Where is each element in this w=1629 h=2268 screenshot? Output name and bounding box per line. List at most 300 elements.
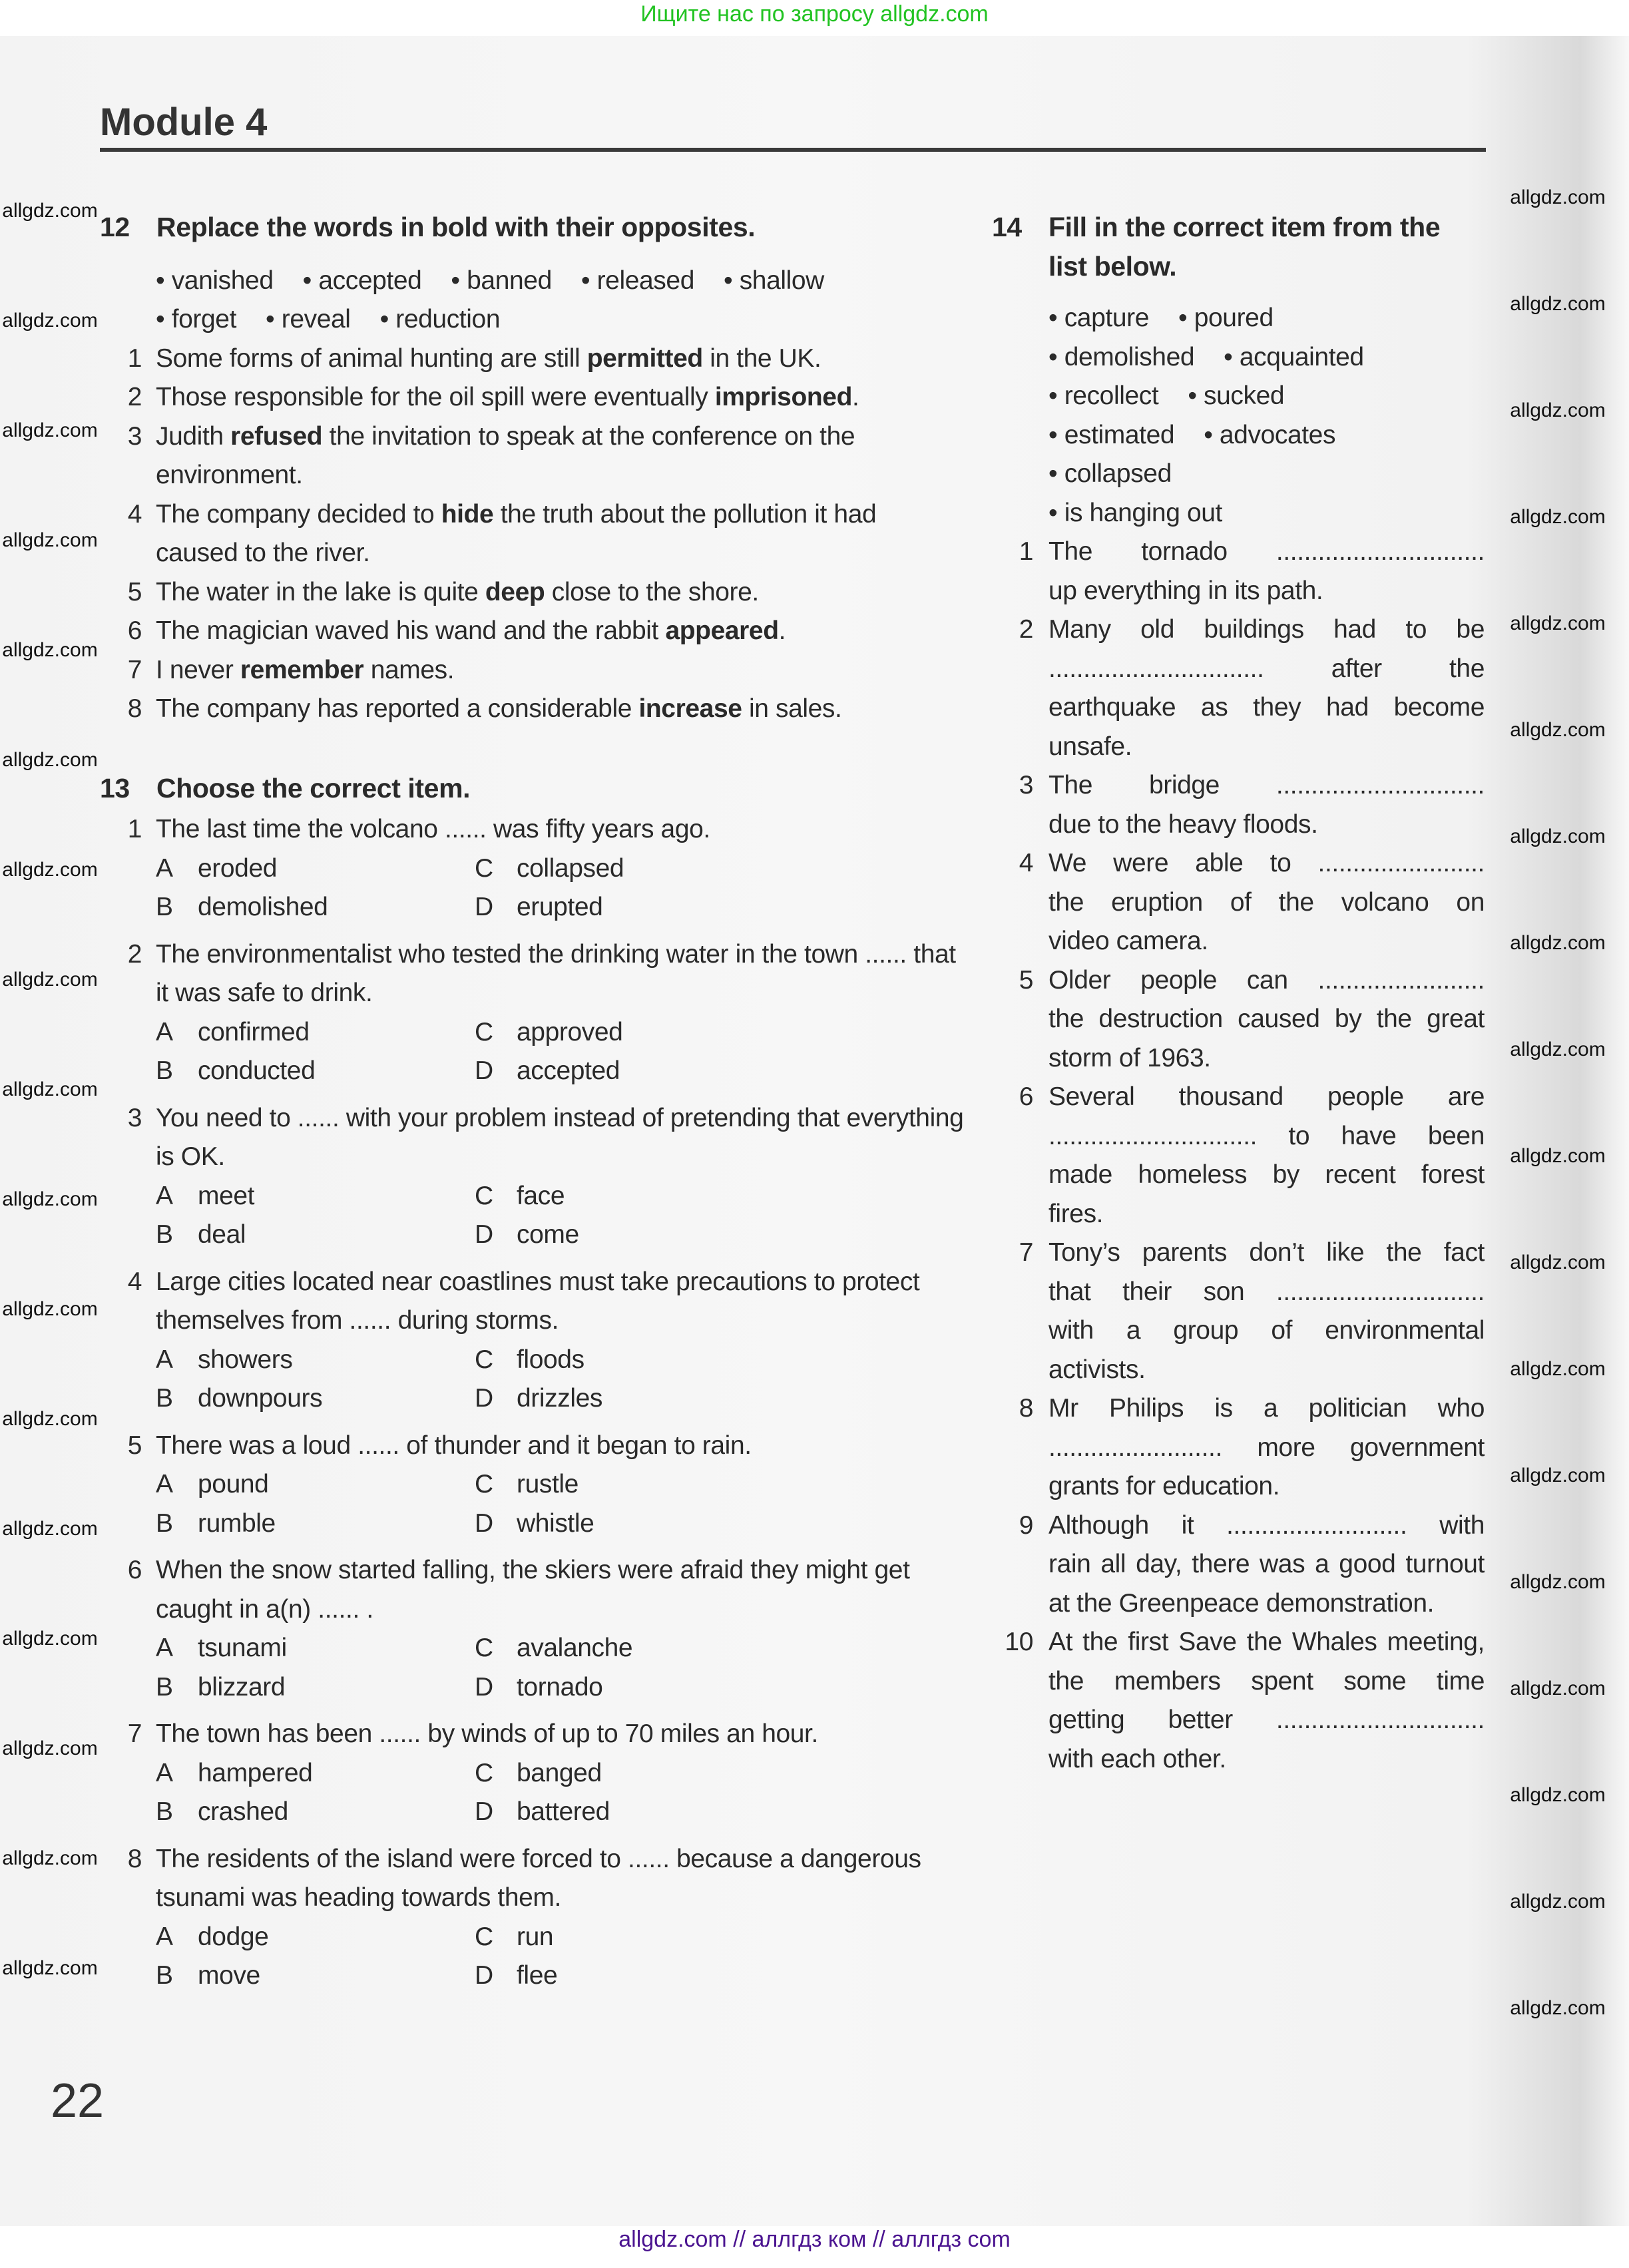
word-option: • collapsed: [1048, 459, 1172, 488]
exercise-item: [115, 573, 965, 612]
answer-options: [115, 1341, 965, 1419]
page-number: 22: [51, 2074, 105, 2128]
option-letter: D: [475, 893, 493, 921]
answer-option-a[interactable]: [156, 1918, 475, 1957]
answer-option-a[interactable]: [156, 1465, 475, 1504]
word-option: • released: [581, 266, 694, 295]
option-text: showers: [198, 1345, 293, 1374]
watermark: allgdz.com: [1510, 1038, 1606, 1060]
item-line: with a group of environmental: [1048, 1316, 1485, 1345]
item-line: rain all day, there was a good turnout: [1048, 1550, 1485, 1578]
answer-options: [115, 1629, 965, 1707]
header-rule: [100, 148, 1486, 152]
option-letter: C: [475, 1345, 493, 1374]
item-number: 1: [127, 815, 142, 843]
exercise-instruction: Replace the words in bold with their opposites.: [156, 212, 756, 242]
option-letter: C: [475, 1017, 493, 1046]
exercise-item: [999, 1623, 1485, 1779]
option-letter: C: [475, 1634, 493, 1662]
exercise-item: [999, 533, 1485, 610]
answer-option-a[interactable]: [156, 1629, 475, 1668]
option-text: rumble: [198, 1508, 276, 1538]
option-letter: A: [156, 1345, 173, 1374]
item-line: unsafe.: [1048, 732, 1132, 761]
option-letter: D: [475, 1672, 493, 1701]
left-column: [100, 208, 965, 1996]
word-list-row: [999, 494, 1485, 533]
exercise-item: [999, 1234, 1485, 1389]
item-text: The water in the lake is quite: [156, 577, 485, 606]
item-line: getting better ..............................: [1048, 1705, 1485, 1734]
option-text: meet: [198, 1181, 255, 1210]
option-text: banged: [517, 1758, 602, 1787]
exercise-instruction: Choose the correct item.: [156, 772, 471, 803]
item-number: 7: [1019, 1238, 1033, 1267]
option-letter: D: [475, 1961, 493, 1990]
answer-option-b[interactable]: [156, 1216, 475, 1255]
exercise-number: 13: [100, 772, 130, 803]
item-line: The bridge ..............................: [1048, 771, 1485, 799]
option-text: run: [517, 1922, 554, 1951]
item-number: 8: [1019, 1394, 1033, 1423]
exercise-item: [115, 690, 965, 729]
item-number: 2: [1019, 615, 1033, 644]
exercise-number: 14: [992, 212, 1022, 242]
item-text: names.: [363, 655, 455, 684]
answer-option-d[interactable]: [475, 1052, 794, 1091]
watermark: allgdz.com: [2, 419, 98, 441]
question-block: [115, 1263, 965, 1419]
word-list-row: [999, 377, 1485, 416]
item-number: 2: [127, 939, 142, 969]
question-block: [115, 1551, 965, 1707]
option-letter: A: [156, 853, 173, 883]
watermark: allgdz.com: [1510, 186, 1606, 208]
answer-options: [115, 1013, 965, 1091]
word-option-label: shallow: [739, 266, 824, 295]
word-option-label: reveal: [281, 305, 351, 334]
bold-word: appeared: [665, 616, 779, 645]
option-text: deal: [198, 1220, 246, 1249]
answer-option-b[interactable]: [156, 1052, 475, 1091]
word-option: • acquainted: [1224, 342, 1364, 371]
watermark: allgdz.com: [1510, 825, 1606, 847]
option-text: conducted: [198, 1056, 316, 1085]
item-number: 7: [127, 655, 142, 684]
exercise-12: [100, 262, 965, 729]
question-text: [115, 1263, 965, 1341]
option-text: approved: [517, 1017, 623, 1046]
exercise-13: [100, 810, 965, 1996]
answer-option-c[interactable]: [475, 1013, 794, 1052]
option-letter: C: [475, 1470, 493, 1498]
item-line: Although it .......................... with: [1048, 1510, 1485, 1540]
watermark: allgdz.com: [2, 859, 98, 881]
option-text: drizzles: [517, 1384, 602, 1413]
word-option-label: poured: [1194, 304, 1274, 332]
option-text: erupted: [517, 893, 603, 921]
answer-option-c[interactable]: [475, 849, 794, 889]
question-text: [115, 935, 965, 1013]
word-option-label: is hanging out: [1064, 498, 1222, 527]
answer-option-a[interactable]: [156, 1754, 475, 1793]
watermark: allgdz.com: [2, 749, 98, 771]
answer-option-c[interactable]: [475, 1754, 794, 1793]
word-option: • sucked: [1188, 381, 1285, 410]
option-letter: D: [475, 1384, 493, 1413]
watermark: allgdz.com: [1510, 293, 1606, 315]
answer-option-b[interactable]: [156, 1379, 475, 1419]
answer-option-d[interactable]: [475, 1504, 794, 1544]
answer-options: [115, 1465, 965, 1543]
item-line: at the Greenpeace demonstration.: [1048, 1588, 1435, 1618]
option-text: eroded: [198, 853, 278, 883]
watermark: allgdz.com: [1510, 1358, 1606, 1380]
answer-option-a[interactable]: [156, 1341, 475, 1380]
word-option-label: capture: [1064, 304, 1149, 332]
right-column: [992, 208, 1485, 1779]
word-option: • demolished: [1048, 342, 1195, 371]
bold-word: hide: [441, 499, 494, 529]
answer-options: [115, 849, 965, 927]
item-number: 4: [127, 499, 142, 529]
question-stem: Large cities located near coastlines must take precautions to protect themselves from ...... during storms.: [156, 1267, 920, 1335]
question-stem: You need to ...... with your problem instead of pretending that everything is OK.: [156, 1103, 964, 1171]
answer-option-c[interactable]: [475, 1177, 794, 1216]
option-letter: B: [156, 1508, 173, 1538]
watermark: allgdz.com: [2, 1737, 98, 1759]
option-text: hampered: [198, 1758, 313, 1787]
answer-option-d[interactable]: [475, 1379, 794, 1419]
answer-option-c[interactable]: [475, 1465, 794, 1504]
answer-option-c[interactable]: [475, 1918, 794, 1957]
word-option-label: released: [596, 266, 694, 295]
question-text: [115, 1715, 965, 1754]
question-stem: When the snow started falling, the skiers were afraid they might get caught in a(n) ...... .: [156, 1556, 910, 1624]
exercise-14: [992, 299, 1485, 1779]
watermark: allgdz.com: [2, 1957, 98, 1979]
bold-word: remember: [240, 655, 364, 684]
word-option: • recollect: [1048, 381, 1159, 410]
question-stem: There was a loud ...... of thunder and it began to rain.: [156, 1431, 752, 1460]
answer-option-c[interactable]: [475, 1341, 794, 1380]
word-option-label: forget: [171, 305, 237, 334]
word-list-row: [999, 416, 1485, 455]
exercise-item: [115, 612, 965, 651]
item-line: Many old buildings had to be: [1048, 615, 1485, 644]
answer-option-b[interactable]: [156, 1793, 475, 1832]
exercise-item: [999, 1078, 1485, 1234]
answer-option-b[interactable]: [156, 888, 475, 927]
question-stem: The town has been ...... by winds of up to 70 miles an hour.: [156, 1719, 818, 1748]
item-line: .............................. to have been: [1048, 1121, 1485, 1150]
word-option: • reduction: [379, 305, 501, 334]
answer-option-d[interactable]: [475, 1216, 794, 1255]
word-list-row: [999, 299, 1485, 338]
word-option: • estimated: [1048, 420, 1175, 449]
item-line: that their son ..............................: [1048, 1277, 1485, 1306]
question-block: [115, 1840, 965, 1996]
item-line: Mr Philips is a politician who: [1048, 1394, 1485, 1423]
answer-option-d[interactable]: [475, 1956, 794, 1996]
question-text: [115, 1099, 965, 1177]
option-text: flee: [517, 1961, 558, 1990]
watermark: allgdz.com: [1510, 1465, 1606, 1486]
item-line: At the first Save the Whales meeting,: [1048, 1628, 1485, 1656]
option-text: avalanche: [517, 1634, 633, 1662]
option-letter: B: [156, 1961, 173, 1990]
item-line: earthquake as they had become: [1048, 693, 1485, 722]
option-text: crashed: [198, 1797, 288, 1826]
exercise-item: [999, 1389, 1485, 1506]
word-option-label: banned: [467, 266, 552, 295]
question-block: [115, 1099, 965, 1255]
item-number: 8: [127, 694, 142, 723]
item-line: grants for education.: [1048, 1472, 1280, 1500]
option-text: face: [517, 1181, 565, 1210]
watermark: allgdz.com: [2, 639, 98, 661]
item-line: due to the heavy floods.: [1048, 809, 1318, 839]
watermark: allgdz.com: [2, 1628, 98, 1650]
item-line: The tornado ..............................: [1048, 537, 1485, 566]
question-stem: The environmentalist who tested the drinking water in the town ...... that it was safe to drink.: [156, 939, 956, 1007]
option-letter: C: [475, 853, 493, 883]
watermark-banner-bottom: allgdz.com // аллгдз ком // аллгдз com: [618, 2227, 1011, 2252]
watermark: allgdz.com: [2, 529, 98, 551]
option-letter: A: [156, 1634, 173, 1662]
word-option: • capture: [1048, 304, 1149, 332]
item-number: 7: [127, 1719, 142, 1748]
answer-options: [115, 1918, 965, 1996]
watermark: allgdz.com: [1510, 1571, 1606, 1593]
word-option: • vanished: [156, 266, 274, 295]
item-text: Those responsible for the oil spill were eventually: [156, 383, 715, 411]
item-text: the invitation to speak at the conference on the environment.: [156, 421, 855, 489]
option-letter: C: [475, 1181, 493, 1210]
exercise-item: [115, 495, 965, 573]
answer-option-d[interactable]: [475, 1793, 794, 1832]
answer-option-d[interactable]: [475, 888, 794, 927]
item-line: We were able to ........................: [1048, 849, 1485, 877]
question-text: [115, 1427, 965, 1466]
exercise-item: [115, 378, 965, 417]
item-line: the eruption of the volcano on: [1048, 887, 1485, 917]
answer-option-c[interactable]: [475, 1629, 794, 1668]
option-letter: D: [475, 1508, 493, 1538]
watermark: allgdz.com: [2, 1518, 98, 1540]
answer-option-a[interactable]: [156, 1177, 475, 1216]
watermark: allgdz.com: [1510, 1891, 1606, 1913]
option-letter: B: [156, 1797, 173, 1826]
option-text: tsunami: [198, 1634, 287, 1662]
word-option: • advocates: [1204, 420, 1336, 449]
option-letter: B: [156, 893, 173, 921]
item-text: The company decided to: [156, 499, 441, 529]
item-text: .: [778, 616, 786, 645]
watermark: allgdz.com: [2, 1078, 98, 1100]
option-text: rustle: [517, 1470, 579, 1498]
exercise-item: [115, 651, 965, 690]
question-stem: The last time the volcano ...... was fifty years ago.: [156, 815, 710, 843]
item-line: activists.: [1048, 1355, 1146, 1384]
exercise-item: [115, 340, 965, 379]
exercise-number: 12: [100, 212, 130, 242]
watermark: allgdz.com: [1510, 612, 1606, 634]
bold-word: permitted: [586, 343, 703, 373]
option-text: come: [517, 1220, 579, 1249]
question-text: [115, 810, 965, 849]
watermark: allgdz.com: [2, 1298, 98, 1320]
option-text: accepted: [517, 1056, 620, 1085]
item-number: 5: [1019, 965, 1033, 995]
option-letter: A: [156, 1922, 173, 1951]
word-option-label: estimated: [1064, 420, 1175, 449]
item-text: in sales.: [742, 694, 842, 723]
word-list-row: [999, 455, 1485, 494]
watermark: allgdz.com: [1510, 1997, 1606, 2019]
item-text: Some forms of animal hunting are still: [156, 343, 587, 373]
item-text: the truth about the pollution it had caused to the river.: [156, 499, 877, 567]
answer-option-d[interactable]: [475, 1668, 794, 1707]
answer-options: [115, 1754, 965, 1832]
word-option-label: collapsed: [1064, 459, 1172, 488]
item-line: Older people can ........................: [1048, 965, 1485, 995]
watermark: allgdz.com: [1510, 1784, 1606, 1806]
item-line: up everything in its path.: [1048, 576, 1323, 605]
word-option-label: reduction: [395, 305, 501, 334]
watermark: allgdz.com: [2, 969, 98, 991]
item-line: ............................... after the: [1048, 654, 1485, 683]
word-option: • is hanging out: [1048, 498, 1222, 527]
exercise-instruction-line: list below.: [1048, 250, 1177, 282]
module-title: Module 4: [100, 101, 268, 144]
item-number: 6: [127, 616, 142, 645]
option-text: demolished: [198, 893, 328, 921]
item-number: 4: [127, 1267, 142, 1296]
answer-option-b[interactable]: [156, 1956, 475, 1996]
word-list-row: [115, 262, 965, 301]
word-option-label: acquainted: [1239, 342, 1364, 371]
bold-word: refused: [230, 421, 323, 451]
item-line: Tony’s parents don’t like the fact: [1048, 1238, 1485, 1267]
question-stem: The residents of the island were forced to ...... because a dangerous tsunami was heading towards them.: [156, 1844, 921, 1912]
option-letter: A: [156, 1181, 173, 1210]
option-text: floods: [517, 1345, 584, 1374]
answer-option-a[interactable]: [156, 849, 475, 889]
bold-word: imprisoned: [714, 383, 853, 411]
item-text: .: [852, 383, 859, 411]
watermark: allgdz.com: [1510, 1251, 1606, 1273]
word-option: • banned: [451, 266, 552, 295]
item-line: Several thousand people are: [1048, 1082, 1485, 1111]
item-line: video camera.: [1048, 927, 1208, 955]
watermark: allgdz.com: [1510, 1145, 1606, 1167]
question-block: [115, 810, 965, 927]
item-line: storm of 1963.: [1048, 1043, 1211, 1072]
word-option: • poured: [1178, 304, 1274, 332]
item-line: with each other.: [1048, 1744, 1226, 1773]
option-letter: D: [475, 1220, 493, 1249]
item-number: 3: [1019, 771, 1033, 799]
watermark: allgdz.com: [1510, 932, 1606, 954]
option-text: dodge: [198, 1922, 269, 1951]
item-number: 6: [1019, 1082, 1033, 1111]
exercise-item: [999, 766, 1485, 844]
exercise-item: [999, 961, 1485, 1078]
exercise-12-heading: [100, 208, 965, 247]
option-letter: C: [475, 1922, 493, 1951]
option-letter: D: [475, 1056, 493, 1085]
item-text: The magician waved his wand and the rabbit: [156, 616, 666, 645]
item-line: the members spent some time: [1048, 1666, 1485, 1696]
item-number: 3: [127, 421, 142, 451]
item-number: 10: [1005, 1628, 1033, 1656]
option-letter: B: [156, 1056, 173, 1085]
watermark: allgdz.com: [2, 1408, 98, 1430]
watermark: allgdz.com: [1510, 719, 1606, 741]
watermark: allgdz.com: [1510, 399, 1606, 421]
option-letter: A: [156, 1758, 173, 1787]
item-text: The company has reported a considerable: [156, 694, 639, 723]
answer-option-b[interactable]: [156, 1504, 475, 1544]
bold-word: deep: [485, 577, 545, 606]
word-option: • reveal: [266, 305, 351, 334]
option-letter: A: [156, 1470, 173, 1498]
item-number: 1: [1019, 537, 1033, 566]
option-text: collapsed: [517, 853, 624, 883]
word-option-label: vanished: [171, 266, 274, 295]
item-line: made homeless by recent forest: [1048, 1160, 1485, 1189]
item-text: I never: [156, 655, 240, 684]
item-number: 4: [1019, 849, 1033, 877]
word-option: • forget: [156, 305, 237, 334]
option-text: tornado: [517, 1672, 603, 1701]
watermark: allgdz.com: [2, 1847, 98, 1869]
bold-word: increase: [638, 694, 742, 723]
option-letter: C: [475, 1758, 493, 1787]
option-text: move: [198, 1961, 260, 1990]
item-number: 8: [127, 1844, 142, 1873]
question-text: [115, 1840, 965, 1918]
answer-options: [115, 1177, 965, 1255]
option-text: whistle: [517, 1508, 594, 1538]
option-text: pound: [198, 1470, 269, 1498]
exercise-item: [999, 844, 1485, 961]
exercise-instruction-line: Fill in the correct item from the: [1048, 212, 1441, 242]
item-number: 6: [127, 1556, 142, 1584]
exercise-item: [999, 610, 1485, 766]
word-option-label: demolished: [1064, 342, 1195, 371]
option-letter: B: [156, 1672, 173, 1701]
word-list-row: [115, 300, 965, 340]
exercise-14-heading: [992, 208, 1485, 286]
item-number: 5: [127, 577, 142, 606]
option-letter: A: [156, 1017, 173, 1046]
watermark: allgdz.com: [1510, 506, 1606, 528]
word-list-row: [999, 338, 1485, 377]
answer-option-b[interactable]: [156, 1668, 475, 1707]
word-option-label: accepted: [318, 266, 422, 295]
word-option-label: sucked: [1204, 381, 1285, 410]
option-text: blizzard: [198, 1672, 286, 1701]
watermark: allgdz.com: [2, 310, 98, 332]
word-option-label: advocates: [1219, 420, 1336, 449]
item-text: Judith: [156, 421, 231, 451]
word-option: • accepted: [302, 266, 422, 295]
answer-option-a[interactable]: [156, 1013, 475, 1052]
watermark: allgdz.com: [2, 200, 98, 222]
question-block: [115, 935, 965, 1091]
